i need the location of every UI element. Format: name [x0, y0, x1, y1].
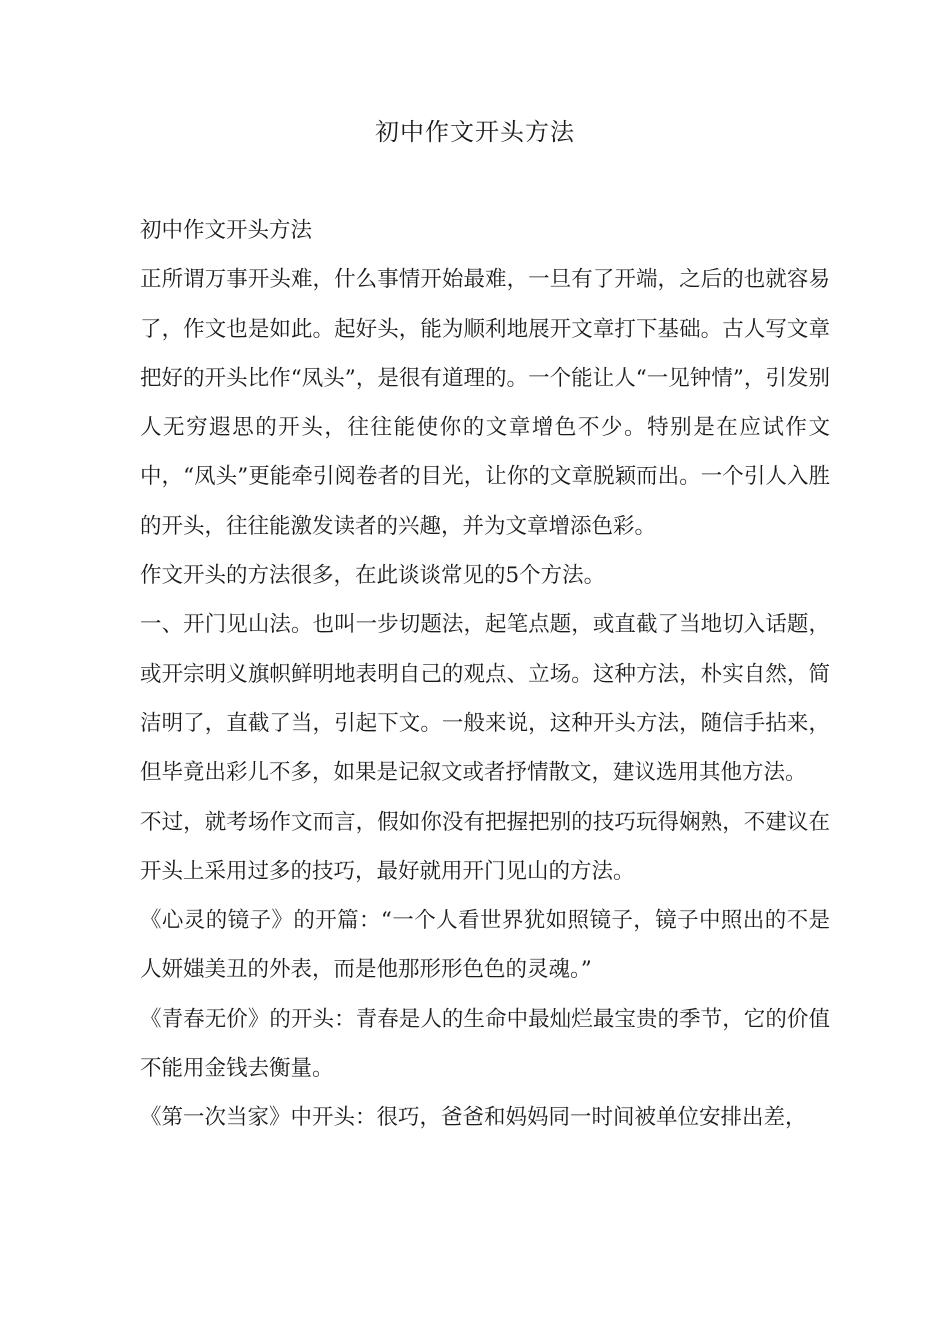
page-title: 初中作文开头方法	[375, 118, 575, 146]
paragraph-example-youth: 《青春无价》的开头：青春是人的生命中最灿烂最宝贵的季节，它的价值不能用金钱去衡量。	[140, 1006, 830, 1082]
paragraph-intro: 正所谓万事开头难，什么事情开始最难，一旦有了开端，之后的也就容易了，作文也是如此。起好头，能为顺利地展开文章打下基础。古人写文章把好的开头比作“凤头”，是很有道理的。一个能让人“一见钟情”，引发别人无穷遐思的开头，往往能使你的文章增色不少。特别是在应试作文中，“凤头”更能牵引阅卷者的目光，让你的文章脱颖而出。一个引人入胜的开头，往往能激发读者的兴趣，并为文章增添色彩。	[140, 267, 830, 539]
paragraph-example-mirror: 《心灵的镜子》的开篇：“一个人看世界犹如照镜子，镜子中照出的不是人妍媸美丑的外表，而是他那形形色色的灵魂。”	[140, 908, 830, 983]
paragraph-example-first-home: 《第一次当家》中开头：很巧，爸爸和妈妈同一时间被单位安排出差，	[140, 1105, 807, 1131]
paragraph-methods-overview: 作文开头的方法很多，在此谈谈常见的5个方法。	[140, 563, 606, 589]
document-body	[140, 206, 830, 1143]
paragraph-exam-advice: 不过，就考场作文而言，假如你没有把握把别的技巧玩得娴熟，不建议在开头上采用过多的技巧，最好就用开门见山的方法。	[140, 809, 830, 884]
paragraph-method-one: 一、开门见山法。也叫一步切题法，起笔点题，或直截了当地切入话题，或开宗明义旗帜鲜明地表明自己的观点、立场。这种方法，朴实自然，简洁明了，直截了当，引起下文。一般来说，这种开头方法，随信手拈来，但毕竟出彩儿不多，如果是记叙文或者抒情散文，建议选用其他方法。	[140, 612, 830, 786]
paragraph-subtitle: 初中作文开头方法	[140, 218, 313, 243]
